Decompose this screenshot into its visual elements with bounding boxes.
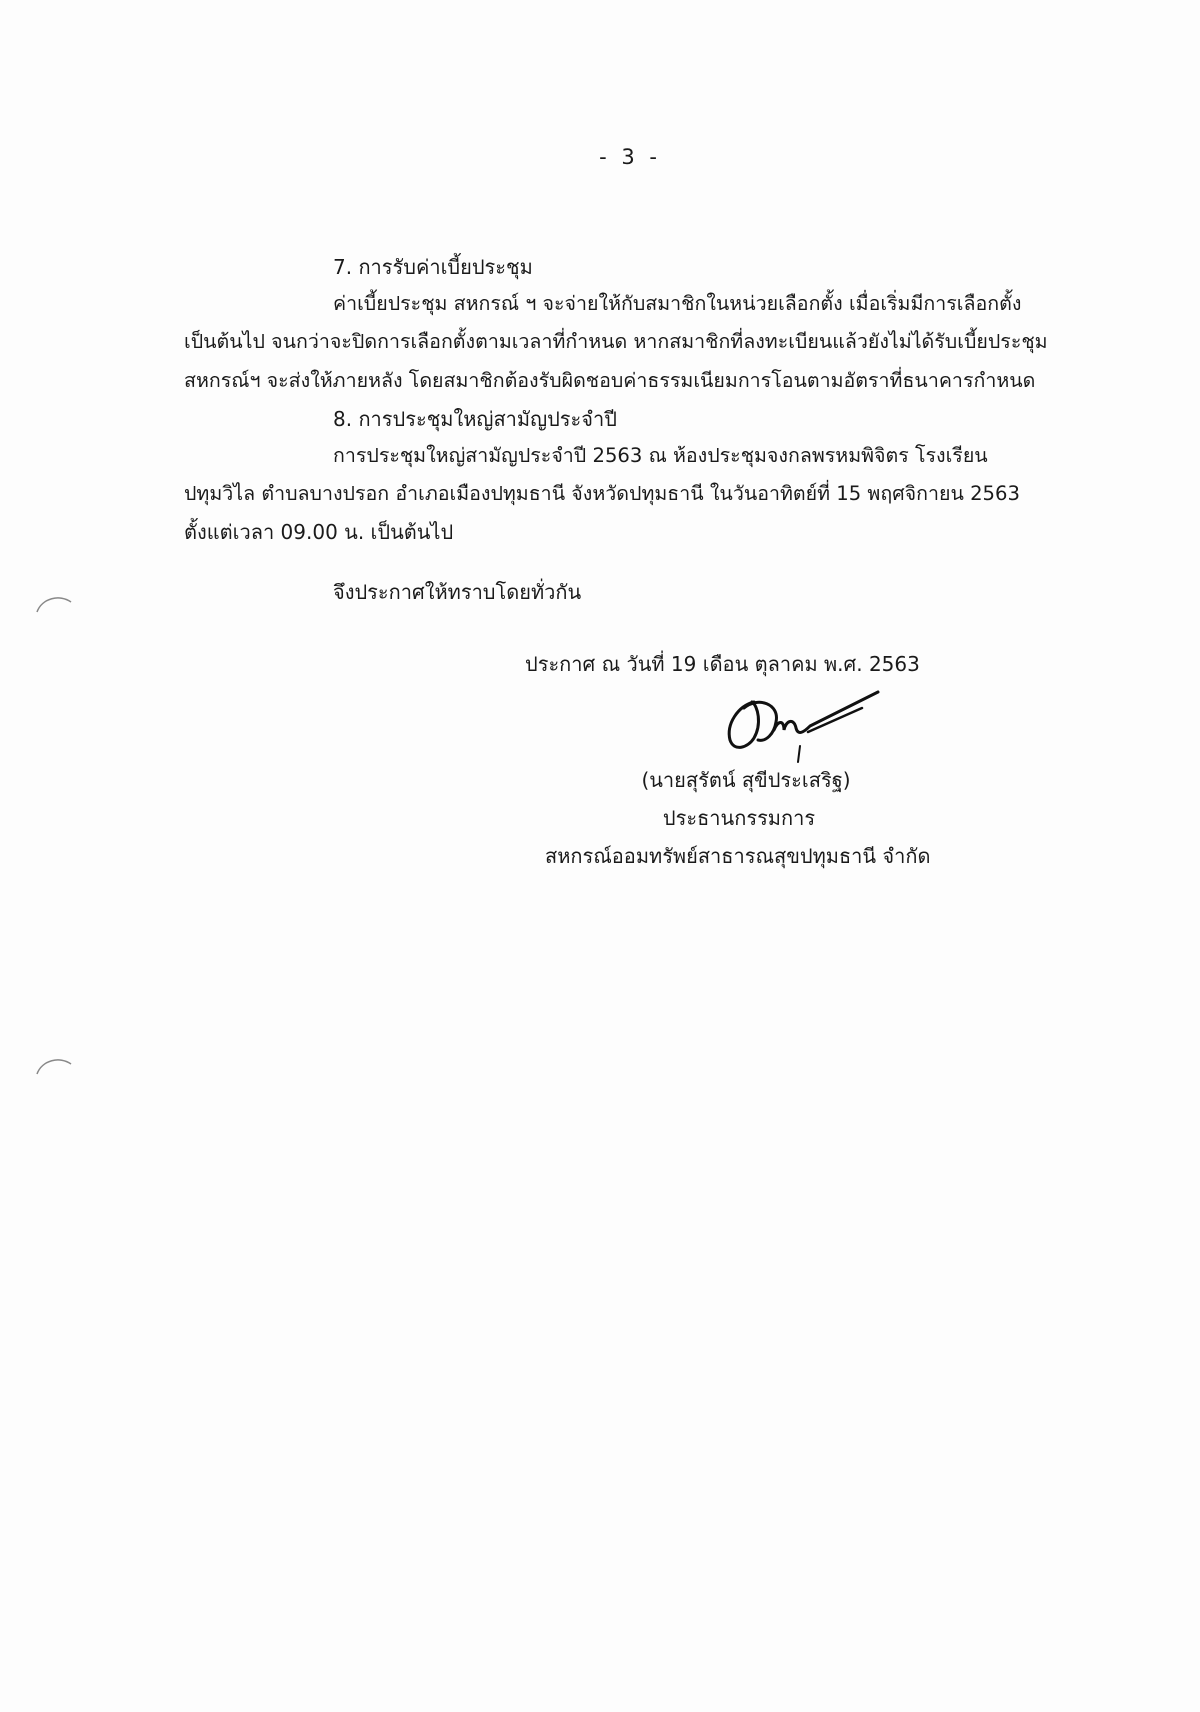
section-7-heading: 7. การรับค่าเบี้ยประชุม xyxy=(333,255,533,279)
section-8-paragraph-line-3: ตั้งแต่เวลา 09.00 น. เป็นต้นไป xyxy=(184,520,454,544)
section-7-paragraph-line-2: เป็นต้นไป จนกว่าจะปิดการเลือกตั้งตามเวลาที่กำหนด หากสมาชิกที่ลงทะเบียนแล้วยังไม่ได้รับเบี้ยประชุม xyxy=(184,330,1048,353)
punch-hole-mark-upper xyxy=(34,592,74,614)
section-8-paragraph-line-2: ปทุมวิไล ตำบลบางปรอก อำเภอเมืองปทุมธานี จังหวัดปทุมธานี ในวันอาทิตย์ที่ 15 พฤศจิกายน 2563 xyxy=(184,482,1020,505)
signature-block xyxy=(545,766,931,870)
punch-hole-mark-lower xyxy=(34,1054,74,1076)
signatory-position: ประธานกรรมการ xyxy=(662,806,816,830)
section-7-paragraph-line-3: สหกรณ์ฯ จะส่งให้ภายหลัง โดยสมาชิกต้องรับผิดชอบค่าธรรมเนียมการโอนตามอัตราที่ธนาคารกำหนด xyxy=(184,369,1036,392)
section-7-paragraph-line-1: ค่าเบี้ยประชุม สหกรณ์ ฯ จะจ่ายให้กับสมาชิกในหน่วยเลือกตั้ง เมื่อเริ่มมีการเลือกตั้ง xyxy=(333,292,1022,315)
signatory-organization: สหกรณ์ออมทรัพย์สาธารณสุขปทุมธานี จำกัด xyxy=(545,844,931,868)
signatory-name: (นายสุรัตน์ สุขีประเสริฐ) xyxy=(641,768,851,792)
section-8-paragraph-line-1: การประชุมใหญ่สามัญประจำปี 2563 ณ ห้องประชุมจงกลพรหมพิจิตร โรงเรียน xyxy=(333,444,988,467)
section-8-heading: 8. การประชุมใหญ่สามัญประจำปี xyxy=(333,407,617,431)
page-number: - 3 - xyxy=(599,145,661,169)
handwritten-signature xyxy=(718,688,888,772)
closing-statement: จึงประกาศให้ทราบโดยทั่วกัน xyxy=(333,580,582,604)
announcement-date: ประกาศ ณ วันที่ 19 เดือน ตุลาคม พ.ศ. 2563 xyxy=(525,652,920,676)
